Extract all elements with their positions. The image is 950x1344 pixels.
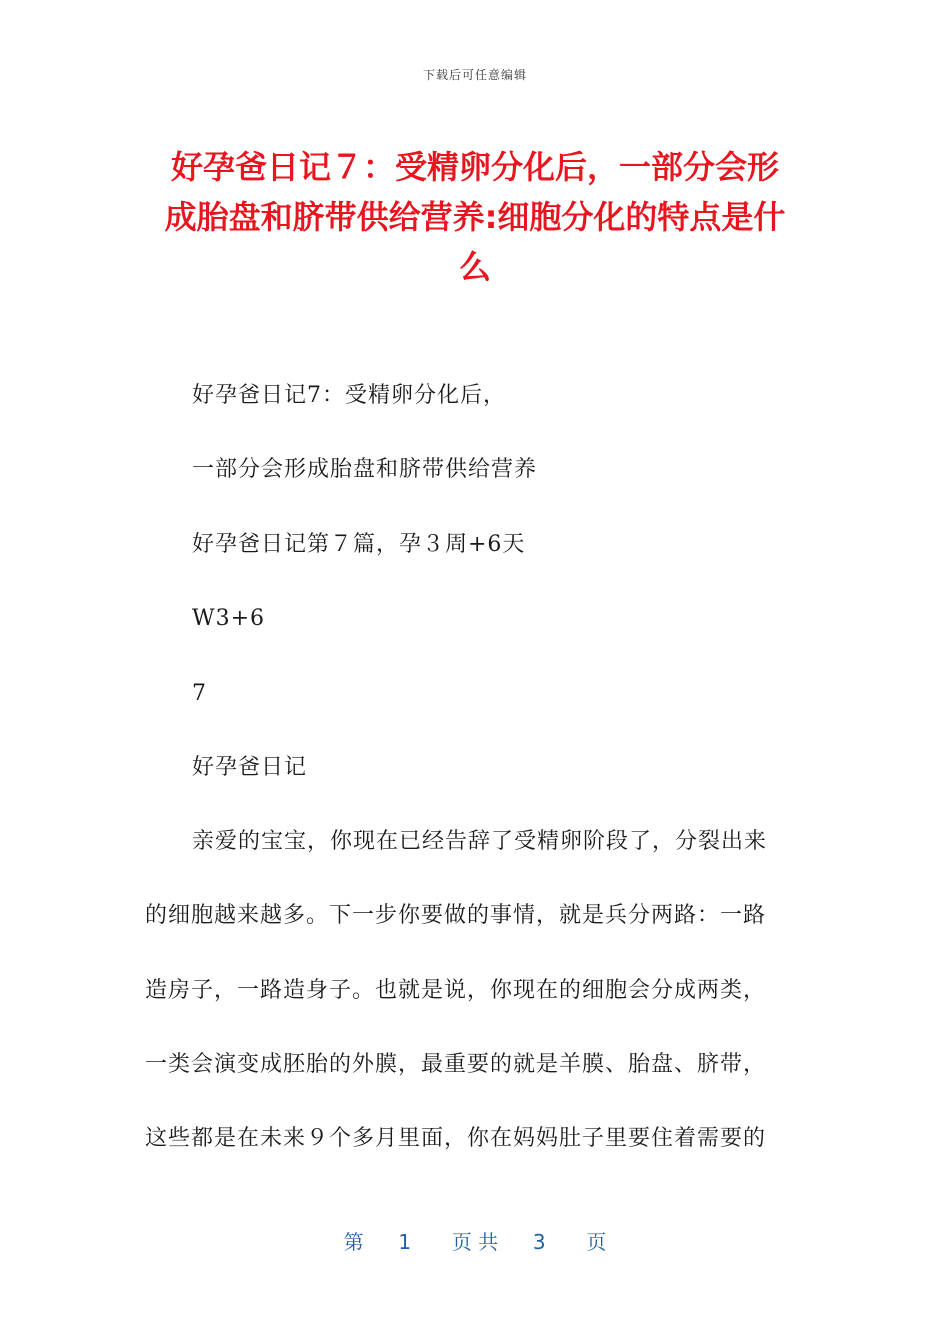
footer-mid: 页 共 — [451, 1230, 499, 1254]
paragraph: 7 — [192, 681, 207, 706]
paragraph: 一类会演变成胚胎的外膜，最重要的就是羊膜、胎盘、脐带， — [145, 1052, 767, 1077]
paragraph: 好孕爸日记 — [192, 755, 308, 780]
paragraph: 好孕爸日记7：受精卵分化后， — [192, 383, 506, 408]
footer-prefix: 第 — [343, 1230, 364, 1254]
total-pages-number: 3 — [532, 1230, 546, 1254]
current-page-number: 1 — [398, 1230, 412, 1254]
document-title — [120, 142, 830, 292]
page-footer — [0, 1226, 950, 1255]
paragraph: 这些都是在未来９个多月里面，你在妈妈肚子里要住着需要的 — [145, 1126, 767, 1151]
paragraph: 一部分会形成胎盘和脐带供给营养 — [192, 457, 538, 482]
paragraph: 好孕爸日记第７篇，孕３周+6天 — [192, 532, 526, 557]
title-line: 么 — [458, 248, 491, 286]
paragraph: 的细胞越来越多。下一步你要做的事情，就是兵分两路：一路 — [145, 903, 767, 928]
title-line: 好孕爸日记７：受精卵分化后，一部分会形 — [170, 148, 779, 186]
paragraph: W3+6 — [192, 606, 266, 631]
page-header: 下载后可任意编辑 — [422, 68, 527, 82]
paragraph: 造房子，一路造身子。也就是说，你现在的细胞会分成两类， — [145, 978, 767, 1003]
title-line: 成胎盘和脐带供给营养:细胞分化的特点是什 — [164, 198, 786, 236]
paragraph: 亲爱的宝宝，你现在已经告辞了受精卵阶段了，分裂出来 — [192, 829, 768, 854]
footer-suffix: 页 — [586, 1230, 607, 1254]
